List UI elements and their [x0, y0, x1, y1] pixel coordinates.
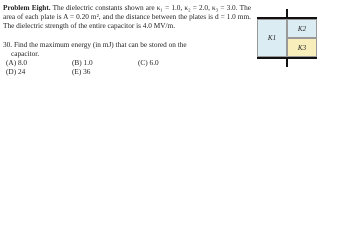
choice-e[interactable]: (E) 36 [72, 67, 91, 77]
k3-label: K3 [297, 43, 307, 52]
question-line-2: capacitor. [11, 48, 40, 58]
bottom-wire [286, 59, 288, 67]
choice-d[interactable]: (D) 24 [6, 67, 26, 77]
problem-title: Problem Eight. [3, 3, 51, 12]
dielectric-k3 [287, 38, 317, 57]
problem-statement [3, 3, 251, 31]
top-wire [286, 9, 288, 17]
choice-row-2 [3, 67, 251, 76]
choice-c[interactable]: (C) 6.0 [138, 58, 159, 68]
k1-label: K1 [267, 34, 277, 42]
dielectric-k2 [287, 19, 317, 38]
problem-intro: The dielectric constants shown are κ₁ = 1.0, κ₂ = 2.0, κ₃ = 3.0. The area of each plate is A = 0.20 m², and the distance between the plates is d = 1.0 mm. The dielectric strength of the entire capacitor is 4.0 MV/m. [3, 3, 251, 31]
choice-b[interactable]: (B) 1.0 [72, 58, 93, 68]
choice-a[interactable]: (A) 8.0 [6, 58, 28, 68]
capacitor-figure [257, 9, 317, 67]
choice-row-1 [3, 58, 251, 67]
problem-text [3, 3, 251, 76]
k2-label: K2 [297, 24, 307, 33]
dielectric-k1 [257, 19, 287, 57]
question-line-1: 30. Find the maximum energy (in mJ) that can be stored on the [3, 39, 187, 49]
